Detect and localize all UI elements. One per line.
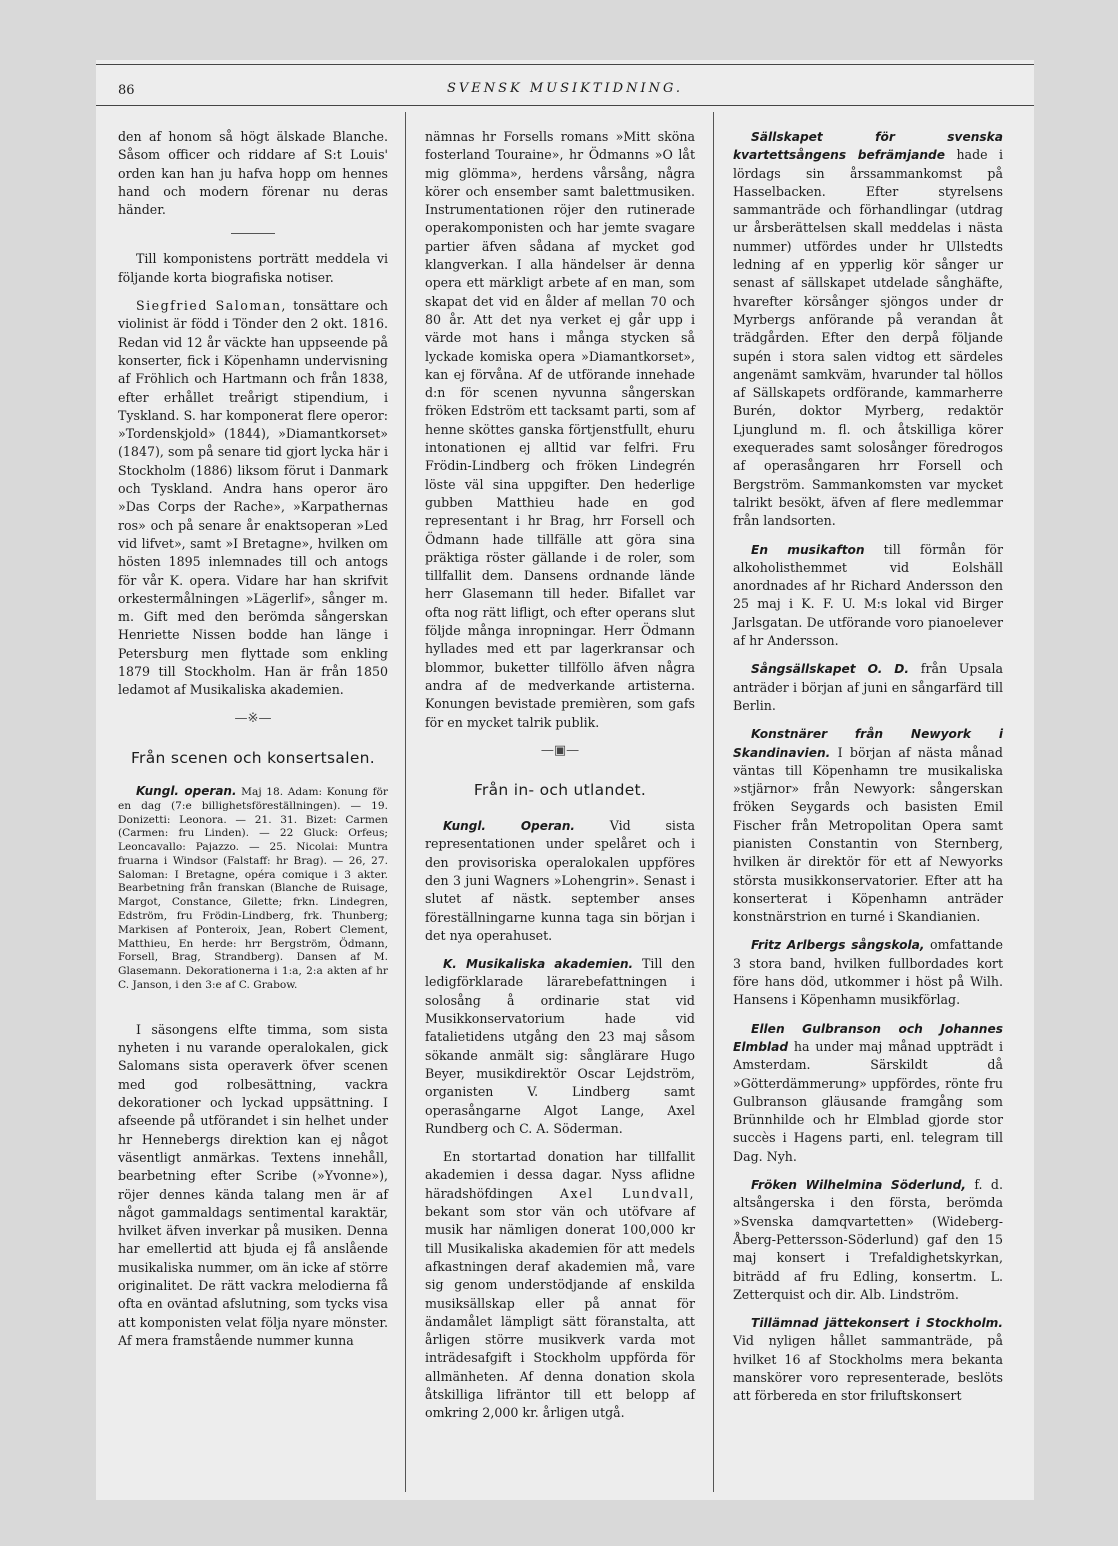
news-item: [733, 725, 1003, 926]
repertoire-lead: Kungl. operan.: [136, 783, 237, 798]
news-item: [425, 817, 695, 945]
biography-paragraph: [118, 297, 388, 700]
running-title: SVENSK MUSIKTIDNING.: [446, 81, 684, 96]
repertoire-text: Maj 18. Adam: Konung för en dag (7:e billighetsföreställningen). — 19. Donizetti: Leonora. — 21. 31. Bizet: Carmen (Carmen: fru Linden). — 22 Gluck: Orfeus; Leoncavallo: Pajazzo. — 25. Nicolai: Muntra fruarna i Windsor (Falstaff: hr Brag). — 26, 27. Saloman: I Bretagne, opéra comique i 3 akter. Bearbetning från franskan (Blanche de Ruisage, Margot, Constance, Gilette; frkn. Lindegren, Edström, fru Frödin-Lindberg, frk. Thunberg; Markisen af Ponteroix, Jean, Robert Clement, Matthieu, En herde: hrr Bergström, Ödmann, Forsell, Brag, Strandberg). Dansen af M. Glasemann. Dekorationerna i 1:a, 2:a akten af hr C. Janson, i den 3:e af C. Grabow.: [118, 785, 388, 992]
news-heading: Tillämnad jättekonsert i Stockholm.: [751, 1316, 1003, 1331]
news-item: [733, 936, 1003, 1009]
news-text: Till den ledigförklarade lärarebefattningen i solosång å ordinarie stat vid Musikkonservatorium hade vid fatalietidens utgång den 23 maj såsom sökande anmält sig: sånglärare Hugo Beyer, musikdirektör Oscar Lejdström, organisten V. Lindberg samt operasångarne Algot Lange, Axel Rundberg och C. A. Söderman.: [425, 956, 695, 1136]
ornament-divider: —※—: [234, 710, 272, 726]
news-heading: En musikafton: [751, 542, 865, 557]
ornament-divider: —▣—: [540, 742, 580, 758]
news-text: I början af nästa månad väntas till Köpenhamn tre musikaliska »stjärnor» från Newyork: sångerskan fröken Seygards och basisten Emil Fischer från Metropolitan Opera samt pianisten Constantin von Sternberg, hvilken är direktör för ett af Newyorks största musikkonservatorier. Efter att ha konserterat i Köpenhamn anträder konstnärstrion en turné i Skandianien.: [733, 744, 1003, 925]
news-text: till förmån för alkoholisthemmet vid Eolshäll anordnades af hr Richard Andersson den 25 maj i K. F. U. M:s lokal vid Birger Jarlsgatan. De utförande voro pianoelever af hr Andersson.: [733, 541, 1003, 649]
news-item: [425, 1148, 695, 1422]
news-text: ha under maj månad uppträdt i Amsterdam. Särskildt då »Götterdämmerung» uppfördes, rönte fru Gulbranson gläusande framgång som Brünnhilde och hr Elmblad gjorde stor succès i Hagens parti, enl. telegram till Dag. Nyh.: [733, 1038, 1003, 1164]
column-3: [733, 128, 1003, 1416]
news-item: [733, 660, 1003, 715]
news-text: hade i lördags sin årssammankomst på Hasselbacken. Efter styrelsens sammanträde och förhandlingar (utdrag ur årsberättelsen skall meddelas i nästa nummer) utfördes under hr Ullstedts ledning af en ypperlig kör sånger ur senast af sällskapet utdelade sånghäfte, hvarefter körsånger sjöngos under dr Myrbergs anförande på verandan åt trädgården. Efter den derpå följande supén i stora salen vidtog ett särdeles angenämt samkväm, hvarunder tal höllos af Sällskapets ordförande, kammarherre Burén, doktor Myrberg, redaktör Ljunglund m. fl. och åtskilliga körer exequerades samt solosånger föredrogos af operasångaren hrr Forsell och Bergström. Sammankomsten var mycket talrikt besökt, äfven af flere medlemmar från landsorten.: [733, 147, 1004, 529]
donor-name: Axel Lundvall,: [559, 1185, 695, 1201]
news-heading: Ellen Gulbranson och Johannes Elmblad: [733, 1021, 1003, 1054]
page-number: 86: [118, 83, 135, 98]
column-2: [425, 128, 695, 1433]
news-item: [425, 955, 695, 1138]
news-heading: Fröken Wilhelmina Söderlund,: [751, 1178, 966, 1193]
paragraph: den af honom så högt älskade Blanche. Såsom officer och riddare af S:t Louis' orden kan han ju hafva hopp om hennes hand och modern förenar nu deras händer.: [118, 129, 388, 218]
news-text: bekant som stor vän och utöfvare af musik har nämligen donerat 100,000 kr till Musikaliska akademien för att medels afkastningen deraf akademien må, vare sig genom understödjande af enskilda musiksällskap eller på annat för ändamålet lämpligt sätt föranstalta, att årligen större musikverk varda mot inträdesafgift i Stockholm uppförda för allmänheten. Af denna donation skola åtskilliga lifräntor till ett belopp af omkring 2,000 kr. årligen utgå.: [425, 1204, 695, 1421]
news-heading: Konstnärer från Newyork i Skandinavien.: [733, 727, 1003, 760]
news-item: [733, 128, 1003, 531]
news-text: från Upsala anträder i början af juni en sångarfärd till Berlin.: [733, 661, 1003, 713]
paragraph: I säsongens elfte timma, som sista nyheten i nu varande operalokalen, gick Salomans sista operaverk öfver scenen med god rolbesättning, vackra dekorationer och lyckad uppsättning. I afseende på utförandet i sin helhet under hr Hennebergs direktion kan ej något väsentligt anmärkas. Textens innehåll, bearbetning efter Scribe (»Yvonne»), röjer dennes kända talang men är af något gammaldags sentimental karaktär, hvilket äfven inverkar på musiken. Denna har emellertid att bjuda ej få anslående musikaliska nummer, om än icke af större originalitet. De rätt vackra melodierna få ofta en oväntad afslutning, som tycks visa att komponisten velat följa nyare mönster. Af mera framstående nummer kunna: [118, 1021, 388, 1348]
news-text: f. d. altsångerska i den första, berömda »Svenska damqvartetten» (Wideberg-Åberg-Pettersson-Söderlund) gaf den 15 maj konsert i Trefaldighetskyrkan, biträdd af fru Edling, konsertm. L. Zetterquist och dir. Alb. Lindström.: [733, 1177, 1003, 1302]
column-1: [118, 128, 388, 1360]
news-item: [733, 1314, 1003, 1405]
section-title: Från in- och utlandet.: [473, 781, 647, 800]
section-title: Från scenen och konsertsalen.: [130, 748, 376, 767]
spacer: [118, 1003, 388, 1021]
paragraph: [118, 250, 388, 287]
news-heading: Sångsällskapet O. D.: [751, 662, 910, 677]
news-item: [733, 541, 1003, 651]
paragraph: nämnas hr Forsells romans »Mitt sköna fosterland Touraine», hr Ödmanns »O låt mig glömma», herdens vårsång, några körer och ensember samt balettmusiken. Instrumentationen röjer den rutinerade operakomponisten och har jemte svagare partier äfven sådana af mycket god klangverkan. I alla händelser är denna opera ett märkligt arbete af en man, som skapat det vid en ålder af mellan 70 och 80 år. Att det nya verket ej går upp i värde mot hans i många stycken så lyckade komiska opera »Diamantkorset», kan ej förvåna. Af de utförande innehade d:n för scenen nyvunna sångerskan fröken Edström ett tacksamt parti, som af henne sköttes ganska förtjenstfullt, ehuru intonationen ej alltid var felfri. Fru Frödin-Lindberg och fröken Lindegrén löste väl sina uppgifter. Den hederlige gubben Matthieu hade en god representant i hr Brag, hrr Forsell och Ödmann hade tillfälle att göra sina präktiga röster gällande i de roler, som tillfallit dem. Dansens ordnande lände herr Glasemann till heder. Bifallet var ofta nog rätt lifligt, och efter operans slut följde många inropningar. Herr Ödmann hyllades med ett par lagerkransar och blommor, buketter tillföllo äfven några andra af de medverkande artisterna. Konungen bevistade premièren, som gafs för en mycket talrik publik.: [425, 129, 695, 730]
news-text: Vid sista representationen under spelåret och i den provisoriska operalokalen uppföres den 3 juni Wagners »Lohengrin». Senast i slutet af nästk. september anses föreställningarne kunna taga sin början i det nya operahuset.: [425, 818, 695, 943]
news-lead: K. Musikaliska akademien.: [443, 957, 634, 972]
page-header: [96, 64, 1034, 106]
news-lead: Kungl. Operan.: [443, 819, 575, 834]
composer-name: Siegfried Saloman,: [136, 298, 287, 314]
news-text: Vid nyligen hållet sammanträde, på hvilket 16 af Stockholms mera bekanta manskörer voro representerade, beslöts att förbereda en stor friluftskonsert: [733, 1333, 1003, 1404]
paragraph-text: tonsättare och violinist är född i Tönder den 2 okt. 1816. Redan vid 12 år väckte han uppseende på konserter, fick i Köpenhamn undervisning af Fröhlich och Hartmann och från 1838, efter erhållet treårigt stipendium, i Tyskland. S. har komponerat flere operor: »Tordenskjold» (1844), »Diamantkorset» (1847), som på senare tid gjort lycka här i Stockholm (1886) liksom förut i Danmark och Tyskland. Andra hans operor äro »Das Corps der Rache», »Karpathernas ros» och på senare år enaktsoperan »Led vid lifvet», samt »I Bretagne», hvilken om hösten 1895 inlemnades till och antogs för vår K. opera. Vidare har han skrifvit orkestermålningen »Lägerlif», sånger m. m. Gift med den berömda sångerskan Henriette Nissen bodde han länge i Petersburg men flyttade som enkling 1879 till Stockholm. Han är från 1850 ledamot af Musikaliska akademien.: [118, 298, 388, 698]
news-heading: Sällskapet för svenska kvartettsångens befrämjande: [733, 130, 1003, 163]
paragraph-text: Till komponistens porträtt meddela vi följande korta biografiska notiser.: [118, 251, 388, 285]
column-rule: [405, 112, 406, 1492]
separator-rule: [231, 233, 275, 234]
news-text: En stortartad donation har tillfallit akademien i dessa dagar. Nyss aflidne häradshöfdingen: [425, 1149, 695, 1201]
news-heading: Fritz Arlbergs sångskola,: [751, 938, 925, 953]
news-item: [733, 1020, 1003, 1166]
news-text: omfattande 3 stora band, hvilken fullbordades kort före hans död, utkommer i höst på Wilh. Hansens i Köpenhamn musikförlag.: [733, 937, 1004, 1008]
repertoire-list: [118, 785, 388, 993]
column-rule: [713, 112, 714, 1492]
news-item: [733, 1176, 1003, 1304]
